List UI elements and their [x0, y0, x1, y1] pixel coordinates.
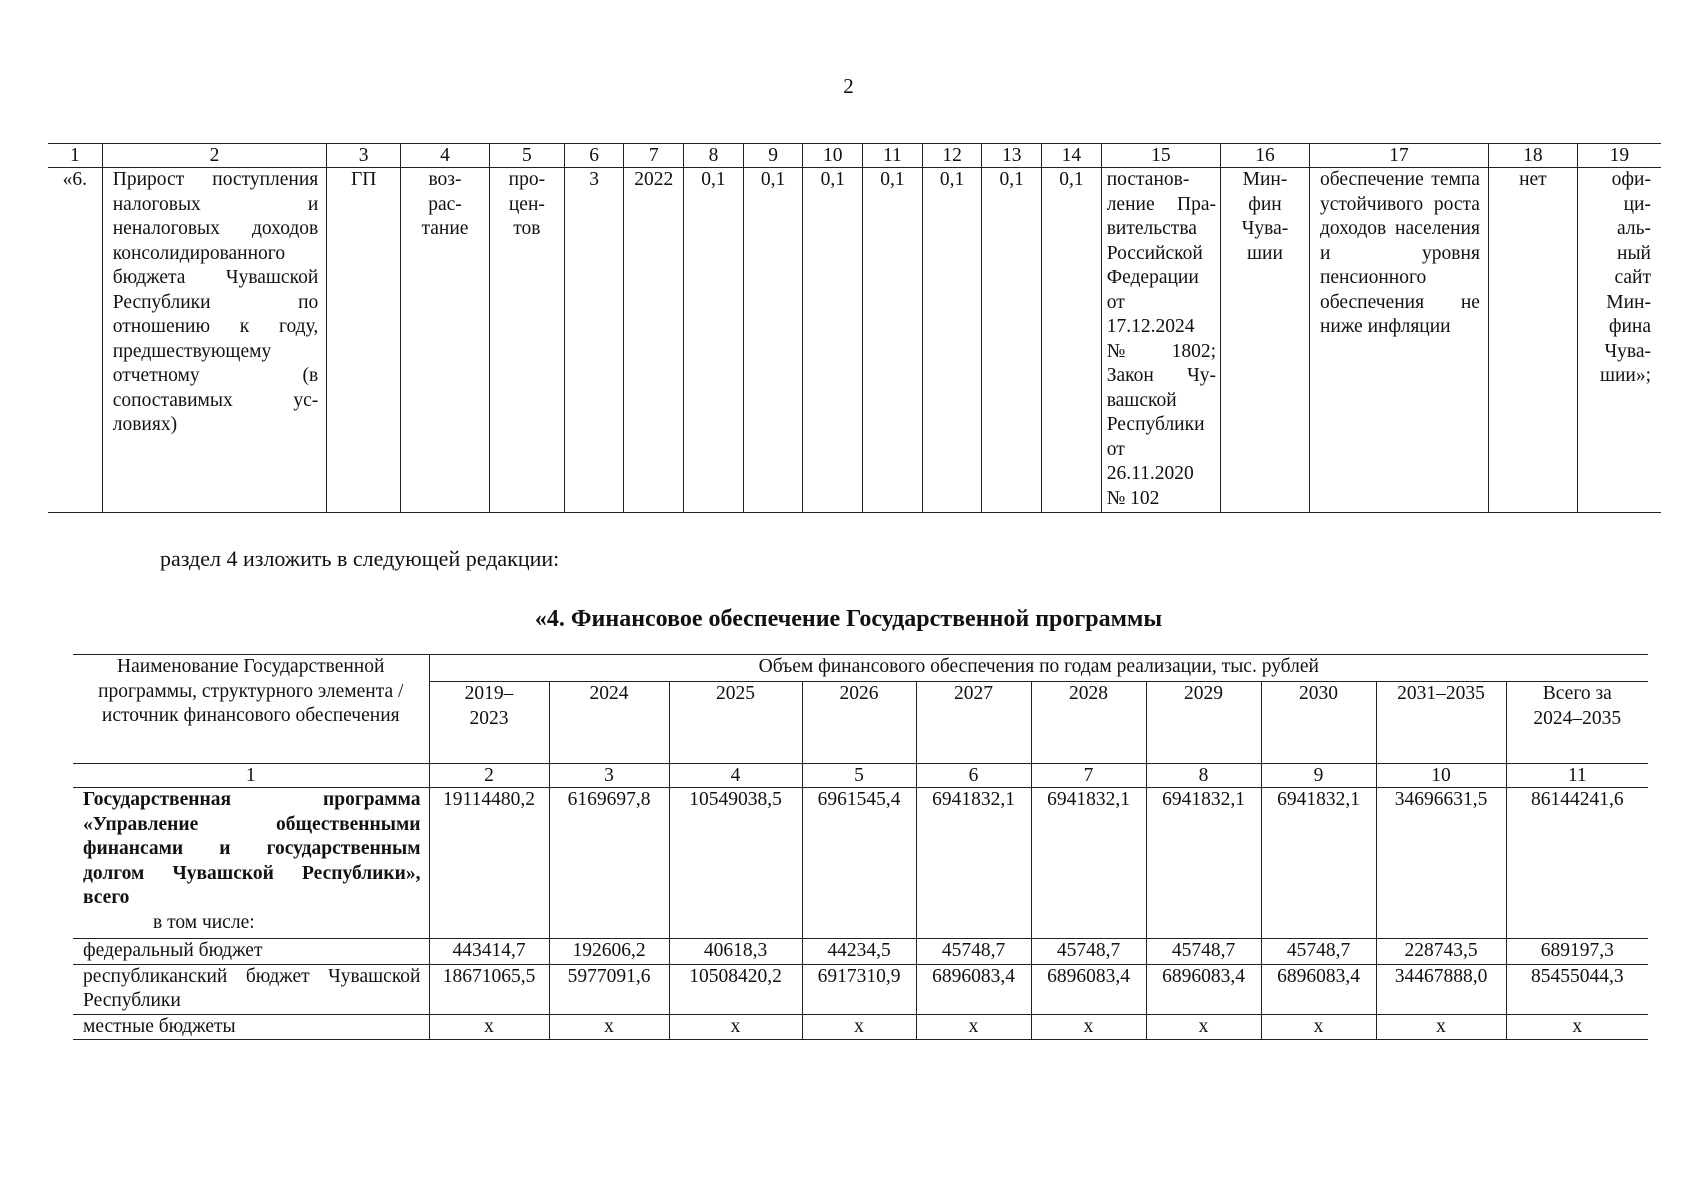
indicator-value: 0,1 [684, 168, 744, 513]
indicator-value: 0,1 [922, 168, 982, 513]
amount-cell: 10508420,2 [669, 964, 802, 1014]
amount-cell: 19114480,2 [429, 788, 549, 939]
name-column-header: Наименование Государственной программы, структурного элемента / источник финансового обеспечения [73, 655, 429, 764]
amount-cell: 10549038,5 [669, 788, 802, 939]
indicator-responsible: Мин- фин Чува- шии [1221, 168, 1310, 513]
indicator-header-row [48, 144, 1661, 168]
col-number: 9 [1261, 764, 1376, 788]
indicator-row [48, 168, 1661, 513]
col-number: 3 [549, 764, 669, 788]
indicator-name: Прирост поступления налоговых и неналоговых доходов консолидированного бюджета Чувашской Республики по отношению к году, предшествующему отчетному (в сопоставимых условиях) [102, 168, 327, 513]
amount-cell: 86144241,6 [1506, 788, 1648, 939]
amount-cell: 6941832,1 [1146, 788, 1261, 939]
col-number: 1 [48, 144, 102, 168]
col-number: 4 [669, 764, 802, 788]
indicator-unit: про- цен- тов [489, 168, 564, 513]
col-number: 3 [327, 144, 401, 168]
finance-table [73, 654, 1648, 1040]
col-number: 19 [1577, 144, 1661, 168]
col-number: 14 [1042, 144, 1102, 168]
intro-text: раздел 4 изложить в следующей редакции: [160, 546, 560, 571]
col-number: 17 [1309, 144, 1488, 168]
amount-cell: 34696631,5 [1376, 788, 1506, 939]
amount-cell: 40618,3 [669, 939, 802, 965]
amount-cell: 18671065,5 [429, 964, 549, 1014]
amount-cell: х [916, 1014, 1031, 1040]
table-row [73, 1014, 1648, 1040]
col-number: 8 [684, 144, 744, 168]
amount-cell: х [549, 1014, 669, 1040]
col-number: 1 [73, 764, 429, 788]
indicator-linkage: обеспечение темпа устойчивого роста доходов населения и уровня пенсионного обеспечения не ниже инфляции [1309, 168, 1488, 513]
col-number: 13 [982, 144, 1042, 168]
table-row [73, 939, 1648, 965]
amount-cell: 443414,7 [429, 939, 549, 965]
indicator-trend: воз- рас- тание [401, 168, 490, 513]
col-number: 11 [863, 144, 923, 168]
col-number: 2 [429, 764, 549, 788]
col-number: 5 [802, 764, 916, 788]
indicator-value: 0,1 [982, 168, 1042, 513]
amount-cell: 45748,7 [916, 939, 1031, 965]
col-number: 18 [1488, 144, 1577, 168]
amount-cell: х [1261, 1014, 1376, 1040]
col-number: 12 [922, 144, 982, 168]
year-header: 2019– 2023 [429, 682, 549, 764]
col-number: 8 [1146, 764, 1261, 788]
amount-cell: х [1376, 1014, 1506, 1040]
column-number-row [73, 764, 1648, 788]
amount-cell: 85455044,3 [1506, 964, 1648, 1014]
year-header: 2027 [916, 682, 1031, 764]
year-header: 2026 [802, 682, 916, 764]
source-name: республиканский бюджет Чувашской Республики [73, 964, 429, 1014]
source-name: федеральный бюджет [73, 939, 429, 965]
col-number: 16 [1221, 144, 1310, 168]
indicator-table [48, 143, 1661, 513]
col-number: 7 [1031, 764, 1146, 788]
amount-cell: 45748,7 [1261, 939, 1376, 965]
program-total-row [73, 788, 1648, 939]
col-number: 10 [1376, 764, 1506, 788]
col-number: 11 [1506, 764, 1648, 788]
indicator-level: ГП [327, 168, 401, 513]
amount-cell: 192606,2 [549, 939, 669, 965]
indicator-base-year: 2022 [624, 168, 684, 513]
page-number: 2 [843, 74, 854, 98]
col-number: 2 [102, 144, 327, 168]
table-row [73, 964, 1648, 1014]
indicator-value: 0,1 [803, 168, 863, 513]
amount-cell: 5977091,6 [549, 964, 669, 1014]
amount-cell: х [1031, 1014, 1146, 1040]
program-sub-label: в том числе: [153, 911, 255, 933]
amount-cell: 6941832,1 [916, 788, 1031, 939]
amount-cell: х [429, 1014, 549, 1040]
amount-cell: 228743,5 [1376, 939, 1506, 965]
indicator-number: «6. [48, 168, 102, 513]
amount-cell: 45748,7 [1031, 939, 1146, 965]
indicator-value: 0,1 [743, 168, 803, 513]
amount-cell: 44234,5 [802, 939, 916, 965]
col-number: 6 [916, 764, 1031, 788]
amount-cell: 6941832,1 [1031, 788, 1146, 939]
col-number: 7 [624, 144, 684, 168]
col-number: 10 [803, 144, 863, 168]
amount-cell: 6896083,4 [1031, 964, 1146, 1014]
amount-cell: 6941832,1 [1261, 788, 1376, 939]
year-header: 2031–2035 [1376, 682, 1506, 764]
indicator-gis: нет [1488, 168, 1577, 513]
amount-cell: х [669, 1014, 802, 1040]
col-number: 9 [743, 144, 803, 168]
year-header: 2025 [669, 682, 802, 764]
col-number: 4 [401, 144, 490, 168]
year-header: 2030 [1261, 682, 1376, 764]
year-header: 2024 [549, 682, 669, 764]
section-title: «4. Финансовое обеспечение Государственной программы [534, 606, 1163, 632]
program-name: Государственная программа «Управление общественными финансами и государственным долгом Чувашской Республики», всего [83, 789, 421, 908]
amount-cell: 34467888,0 [1376, 964, 1506, 1014]
amount-cell: 689197,3 [1506, 939, 1648, 965]
amount-cell: х [802, 1014, 916, 1040]
program-name-cell [73, 788, 429, 939]
year-header: 2028 [1031, 682, 1146, 764]
volume-group-header: Объем финансового обеспечения по годам реализации, тыс. рублей [429, 655, 1648, 682]
indicator-value: 0,1 [863, 168, 923, 513]
amount-cell: 6896083,4 [916, 964, 1031, 1014]
amount-cell: 6896083,4 [1261, 964, 1376, 1014]
indicator-value: 0,1 [1042, 168, 1102, 513]
amount-cell: х [1146, 1014, 1261, 1040]
amount-cell: 6169697,8 [549, 788, 669, 939]
col-number: 6 [564, 144, 624, 168]
finance-header-row [73, 655, 1648, 682]
year-header: 2029 [1146, 682, 1261, 764]
amount-cell: 6896083,4 [1146, 964, 1261, 1014]
col-number: 5 [489, 144, 564, 168]
amount-cell: 6917310,9 [802, 964, 916, 1014]
amount-cell: 45748,7 [1146, 939, 1261, 965]
indicator-document: постановление Правительства Российской Федерации от 17.12.2024 № 1802; Закон Чувашской Республики от 26.11.2020 № 102 [1101, 168, 1220, 513]
amount-cell: х [1506, 1014, 1648, 1040]
year-header: Всего за 2024–2035 [1506, 682, 1648, 764]
source-name: местные бюджеты [73, 1014, 429, 1040]
amount-cell: 6961545,4 [802, 788, 916, 939]
col-number: 15 [1101, 144, 1220, 168]
indicator-info-system: офи- ци- аль- ный сайт Мин- фина Чува- шии»; [1577, 168, 1661, 513]
indicator-base-value: 3 [564, 168, 624, 513]
